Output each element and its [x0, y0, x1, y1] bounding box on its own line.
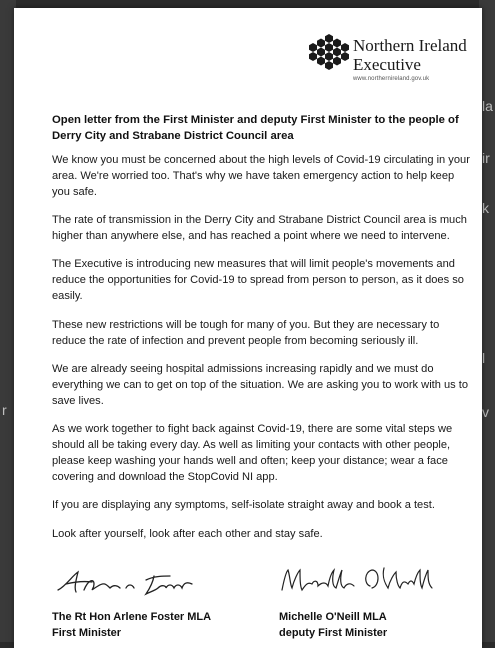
background-text-fragment: l [482, 350, 486, 366]
letter-paragraph: Look after yourself, look after each other and stay safe. [52, 528, 323, 540]
background-text-fragment: v [482, 404, 489, 420]
letter-paragraph: These new restrictions will be tough for many of you. But they are necessary to reduce the rate of infection and prevent people from becoming seriously ill. [52, 319, 440, 347]
signatory-role: deputy First Minister [279, 627, 388, 639]
signatory-role: First Minister [52, 627, 122, 639]
letter-paragraph: As we work together to fight back against Covid-19, there are some vital steps we should all be taking every day. As well as limiting your contacts with other people, please keep washing your hands well and often; keep your distance; wear a face covering and download the StopCovid NI app. [52, 423, 453, 483]
letter-paragraph: The rate of transmission in the Derry City and Strabane District Council area is much higher than anywhere else, and has reached a point where we need to intervene. [52, 214, 467, 242]
executive-logo [309, 32, 479, 94]
letter-paragraph: We are already seeing hospital admissions increasing rapidly and we must do everything we can to get on top of the situation. We are asking you to work with us to save lives. [52, 363, 469, 407]
background-text-fragment: k [482, 200, 489, 216]
letter-paragraph: We know you must be concerned about the high levels of Covid-19 circulating in your area. We're worried too. That's why we have taken emergency action to help keep you safe. [52, 154, 470, 198]
signature-michelle-oneill [276, 562, 436, 598]
background-text-fragment: ir [482, 150, 490, 166]
letter-paragraph: If you are displaying any symptoms, self-isolate straight away and book a test. [52, 499, 435, 511]
hexagon-logo-icon [309, 32, 349, 72]
signature-arlene-foster [54, 564, 204, 600]
background-text-fragment: r [2, 402, 7, 418]
background-text-fragment: la [482, 98, 493, 114]
letter-paragraph: The Executive is introducing new measures that will limit people's movements and reduce the opportunities for Covid-19 to spread from person to person, as it does so easily. [52, 258, 464, 302]
letter-title: Open letter from the First Minister and deputy First Minister to the people of Derry City and Strabane District Council area [52, 114, 459, 142]
signatory-name: The Rt Hon Arlene Foster MLA [52, 611, 212, 623]
logo-name: Northern Ireland Executive [353, 36, 467, 74]
logo-url: www.northernireland.gov.uk [353, 76, 430, 82]
letter-page [14, 8, 482, 648]
signatory-name: Michelle O'Neill MLA [279, 611, 387, 623]
